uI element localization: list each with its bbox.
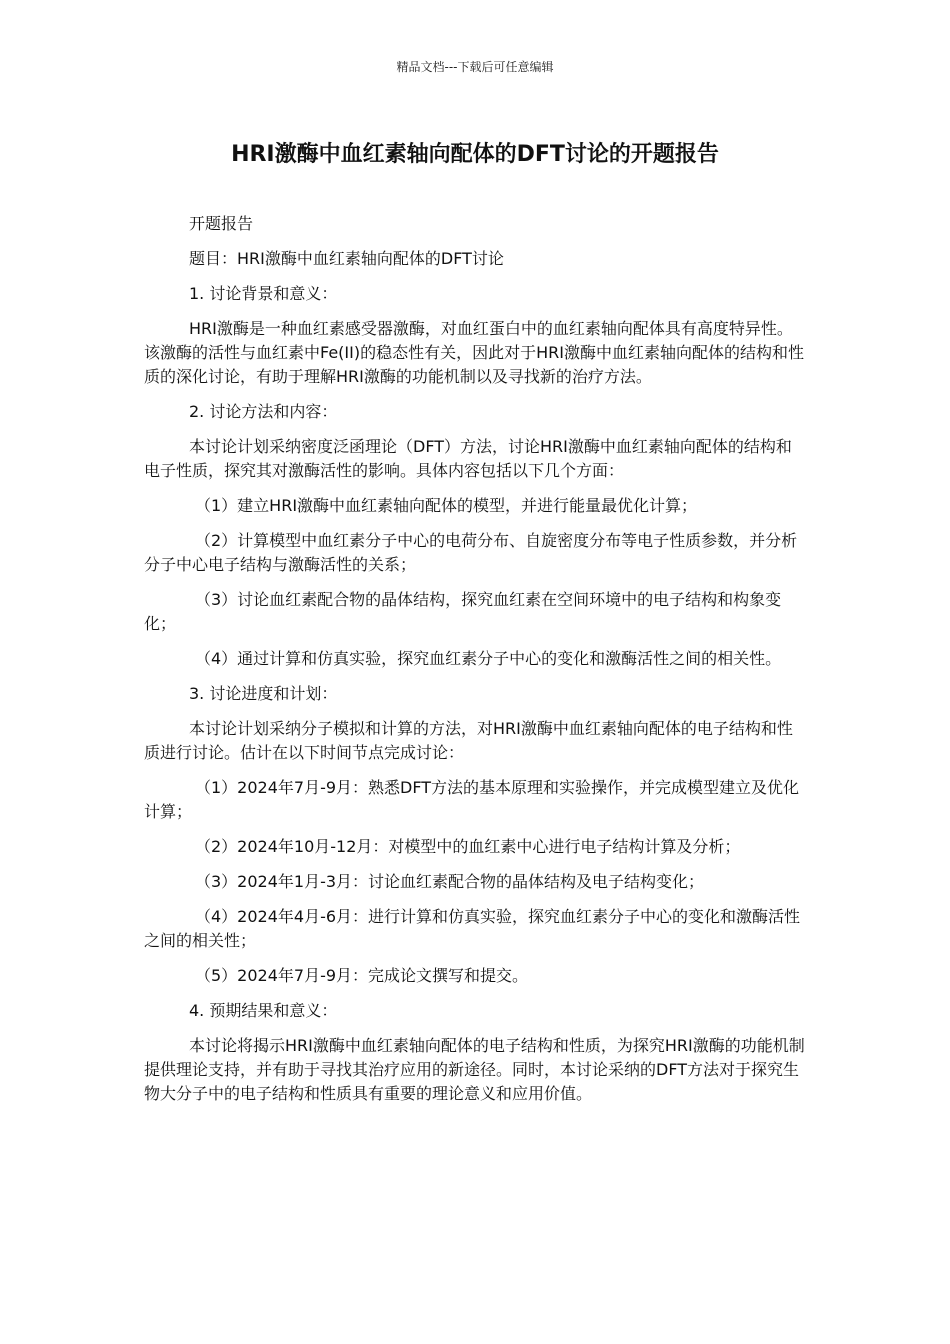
document-title: HRI激酶中血红素轴向配体的DFT讨论的开题报告 xyxy=(231,142,719,167)
list-item-method-2: （2）计算模型中血红素分子中心的电荷分布、自旋密度分布等电子性质参数，并分析分子中心电子结构与激酶活性的关系； xyxy=(144,531,798,574)
document-body xyxy=(144,212,806,1117)
list-item-method-3: （3）讨论血红素配合物的晶体结构，探究血红素在空间环境中的电子结构和构象变化； xyxy=(144,590,782,633)
paragraph-background: HRI激酶是一种血红素感受器激酶，对血红蛋白中的血红素轴向配体具有高度特异性。该激酶的活性与血红素中Fe(II)的稳态性有关，因此对于HRI激酶中血红素轴向配体的结构和性质的深化讨论，有助于理解HRI激酶的功能机制以及寻找新的治疗方法。 xyxy=(144,319,804,386)
section-heading-methods: 2. 讨论方法和内容： xyxy=(189,402,338,421)
section-heading-expected-results: 4. 预期结果和意义： xyxy=(189,1001,338,1020)
list-item-method-4: （4）通过计算和仿真实验，探究血红素分子中心的变化和激酶活性之间的相关性。 xyxy=(195,649,782,668)
list-item-schedule-1: （1）2024年7月-9月：熟悉DFT方法的基本原理和实验操作，并完成模型建立及优化计算； xyxy=(144,778,800,821)
paragraph-schedule: 本讨论计划采纳分子模拟和计算的方法，对HRI激酶中血红素轴向配体的电子结构和性质进行讨论。估计在以下时间节点完成讨论： xyxy=(144,719,793,762)
list-item-method-1: （1）建立HRI激酶中血红素轴向配体的模型，并进行能量最优化计算； xyxy=(195,496,698,515)
section-heading-background: 1. 讨论背景和意义： xyxy=(189,284,338,303)
list-item-schedule-2: （2）2024年10月-12月：对模型中的血红素中心进行电子结构计算及分析； xyxy=(195,837,741,856)
page-header-note: 精品文档---下载后可任意编辑 xyxy=(396,60,554,74)
paragraph-report-label: 开题报告 xyxy=(189,214,254,233)
section-heading-schedule: 3. 讨论进度和计划： xyxy=(189,684,338,703)
list-item-schedule-5: （5）2024年7月-9月：完成论文撰写和提交。 xyxy=(195,966,529,985)
paragraph-expected-results: 本讨论将揭示HRI激酶中血红素轴向配体的电子结构和性质，为探究HRI激酶的功能机制提供理论支持，并有助于寻找其治疗应用的新途径。同时，本讨论采纳的DFT方法对于探究生物大分子中的电子结构和性质具有重要的理论意义和应用价值。 xyxy=(144,1036,805,1103)
paragraph-methods: 本讨论计划采纳密度泛函理论（DFT）方法，讨论HRI激酶中血红素轴向配体的结构和电子性质，探究其对激酶活性的影响。具体内容包括以下几个方面： xyxy=(144,437,792,480)
paragraph-topic: 题目：HRI激酶中血红素轴向配体的DFT讨论 xyxy=(189,249,504,268)
list-item-schedule-3: （3）2024年1月-3月：讨论血红素配合物的晶体结构及电子结构变化； xyxy=(195,872,705,891)
list-item-schedule-4: （4）2024年4月-6月：进行计算和仿真实验，探究血红素分子中心的变化和激酶活性之间的相关性； xyxy=(144,907,801,950)
